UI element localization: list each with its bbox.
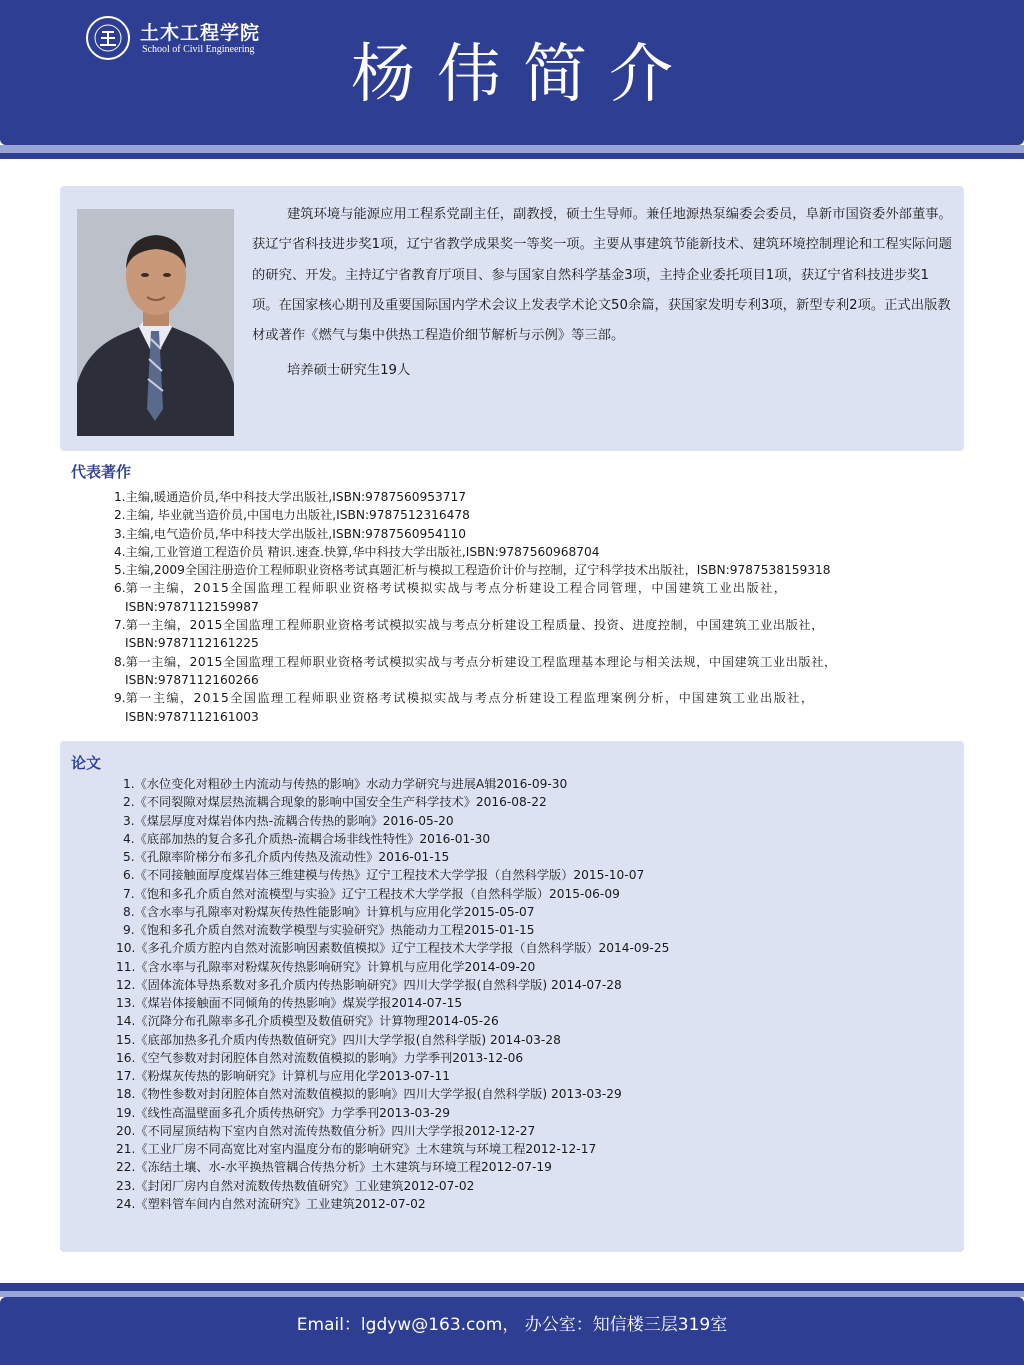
paper-item: 4.《底部加热的复合多孔介质热-流耦合场非线性特性》2016-01-30 (123, 831, 491, 846)
paper-item: 9.《饱和多孔介质自然对流数学模型与实验研究》热能动力工程2015-01-15 (123, 923, 535, 937)
work-text: 主编,电气造价员,华中科技大学出版社,ISBN:9787560954110 (125, 526, 466, 541)
footer-stripe (0, 1283, 1024, 1291)
work-item (114, 543, 949, 561)
work-isbn: ISBN:9787112159987 (125, 599, 259, 614)
papers-section-title: 论文 (71, 754, 102, 772)
bio-paragraph: 建筑环境与能源应用工程系党副主任，副教授，硕士生导师。兼任地源热泵编委会委员，阜新市国资委外部董事。获辽宁省科技进步奖1项，辽宁省教学成果奖一等奖一项。主要从事建筑节能新技术、建筑环境控制理论和工程实际问题的研究、开发。主持辽宁省教育厅项目、参与国家自然科学基金3项，主持企业委托项目1项，获辽宁省科技进步奖1项。在国家核心期刊及重要国际国内学术会议上发表学术论文50余篇，获国家发明专利3项，新型专利2项。正式出版教材或著作《燃气与集中供热工程造价细节解析与示例》等三部。 (252, 207, 952, 344)
papers-list (116, 775, 936, 1213)
work-number: 2. (114, 508, 126, 523)
work-item (114, 653, 949, 671)
work-text: 主编,2009全国注册造价工程师职业资格考试真题汇析与模拟工程造价计价与控制，辽宁科学技术出版社，ISBN:9787538159318 (125, 563, 831, 578)
work-item (114, 579, 949, 597)
work-item (114, 506, 949, 524)
contact-info: Email：lgdyw@163.com， 办公室：知信楼三层319室 (296, 1315, 728, 1335)
paper-item: 2.《不同裂隙对煤层热流耦合现象的影响中国安全生产科学技术》2016-08-22 (123, 795, 547, 810)
paper-item: 13.《煤岩体接触面不同倾角的传热影响》煤炭学报2014-07-15 (116, 996, 463, 1010)
paper-item: 10.《多孔介质方腔内自然对流影响因素数值模拟》辽宁工程技术大学学报（自然科学版）2014-09-25 (116, 941, 670, 956)
profile-photo (77, 209, 234, 436)
paper-item: 23.《封闭厂房内自然对流数传热数值研究》工业建筑2012-07-02 (116, 1178, 475, 1193)
bio-text (252, 200, 952, 387)
work-text: 第一主编，2015全国监理工程师职业资格考试模拟实战与考点分析建设工程质量、投资、进度控制，中国建筑工业出版社， (125, 618, 825, 633)
work-number: 7. (114, 618, 126, 633)
work-number: 4. (114, 544, 126, 559)
paper-item: 21.《工业厂房不同高宽比对室内温度分布的影响研究》土木建筑与环境工程2012-12-17 (116, 1142, 597, 1156)
paper-item: 14.《沉降分布孔隙率多孔介质模型及数值研究》计算物理2014-05-26 (116, 1014, 499, 1029)
work-isbn: ISBN:9787112161003 (125, 709, 259, 724)
paper-item: 5.《孔隙率阶梯分布多孔介质内传热及流动性》2016-01-15 (123, 850, 450, 864)
paper-item: 12.《固体流体导热系数对多孔介质内传热影响研究》四川大学学报(自然科学版) 2014-07-28 (116, 977, 622, 992)
work-number: 9. (114, 691, 126, 706)
paper-item: 11.《含水率与孔隙率对粉煤灰传热影响研究》计算机与应用化学2014-09-20 (116, 959, 536, 974)
work-number: 8. (114, 654, 126, 669)
paper-item: 17.《粉煤灰传热的影响研究》计算机与应用化学2013-07-11 (116, 1069, 450, 1083)
paper-item: 7.《饱和多孔介质自然对流模型与实验》辽宁工程技术大学学报（自然科学版）2015-06-09 (123, 886, 620, 901)
work-text: 第一主编，2015全国监理工程师职业资格考试模拟实战与考点分析建设工程合同管理，中国建筑工业出版社， (125, 581, 788, 596)
work-text: 第一主编，2015全国监理工程师职业资格考试模拟实战与考点分析建设工程监理案例分析，中国建筑工业出版社， (125, 691, 815, 706)
works-list (114, 488, 949, 726)
paper-item: 22.《冻结土壤、水-水平换热管耦合传热分析》土木建筑与环境工程2012-07-19 (116, 1160, 552, 1175)
page-title: 杨伟简介 (351, 38, 695, 112)
paper-item: 1.《水位变化对粗砂土内流动与传热的影响》水动力学研究与进展A辑2016-09-30 (123, 777, 568, 791)
paper-item: 15.《底部加热多孔介质内传热数值研究》四川大学学报(自然科学版) 2014-03-28 (116, 1032, 561, 1047)
paper-item: 16.《空气参数对封闭腔体自然对流数值模拟的影响》力学季刊2013-12-06 (116, 1050, 524, 1065)
paper-item: 8.《含水率与孔隙率对粉煤灰传热性能影响》计算机与应用化学2015-05-07 (123, 904, 535, 919)
work-item (114, 561, 949, 579)
work-isbn: ISBN:9787112160266 (125, 672, 259, 687)
logo-chinese-name: 土木工程学院 (140, 22, 261, 44)
work-item (114, 488, 949, 506)
paper-item: 24.《塑料管车间内自然对流研究》工业建筑2012-07-02 (116, 1196, 426, 1211)
works-section-title: 代表著作 (71, 463, 132, 481)
work-number: 6. (114, 581, 126, 596)
work-number: 5. (114, 563, 126, 578)
work-number: 1. (114, 490, 126, 504)
paper-item: 3.《煤层厚度对煤岩体内热-流耦合传热的影响》2016-05-20 (123, 813, 454, 828)
work-item (114, 616, 949, 634)
work-text: 主编,暖通造价员,华中科技大学出版社,ISBN:9787560953717 (125, 490, 466, 504)
work-text: 第一主编，2015全国监理工程师职业资格考试模拟实战与考点分析建设工程监理基本理论与相关法规，中国建筑工业出版社， (125, 654, 837, 669)
work-text: 主编, 毕业就当造价员,中国电力出版社,ISBN:9787512316478 (125, 508, 470, 523)
work-item (114, 689, 949, 707)
header-stripe (0, 153, 1024, 159)
logo-english-name: School of Civil Engineering (142, 44, 255, 55)
work-item (114, 525, 949, 543)
work-text: 主编,工业管道工程造价员 精识.速查.快算,华中科技大学出版社,ISBN:9787560968704 (125, 544, 600, 559)
paper-item: 19.《线性高温壁面多孔介质传热研究》力学季刊2013-03-29 (116, 1105, 450, 1120)
bio-paragraph: 培养硕士研究生19人 (287, 363, 411, 379)
paper-item: 18.《物性参数对封闭腔体自然对流数值模拟的影响》四川大学学报(自然科学版) 2013-03-29 (116, 1087, 622, 1102)
paper-item: 20.《不同屋顶结构下室内自然对流传热数值分析》四川大学学报2012-12-27 (116, 1123, 536, 1138)
header-stripe (0, 145, 1024, 153)
work-number: 3. (114, 526, 126, 541)
work-isbn: ISBN:9787112161225 (125, 636, 259, 651)
paper-item: 6.《不同接触面厚度煤岩体三维建模与传热》辽宁工程技术大学学报（自然科学版）2015-10-07 (123, 868, 645, 883)
